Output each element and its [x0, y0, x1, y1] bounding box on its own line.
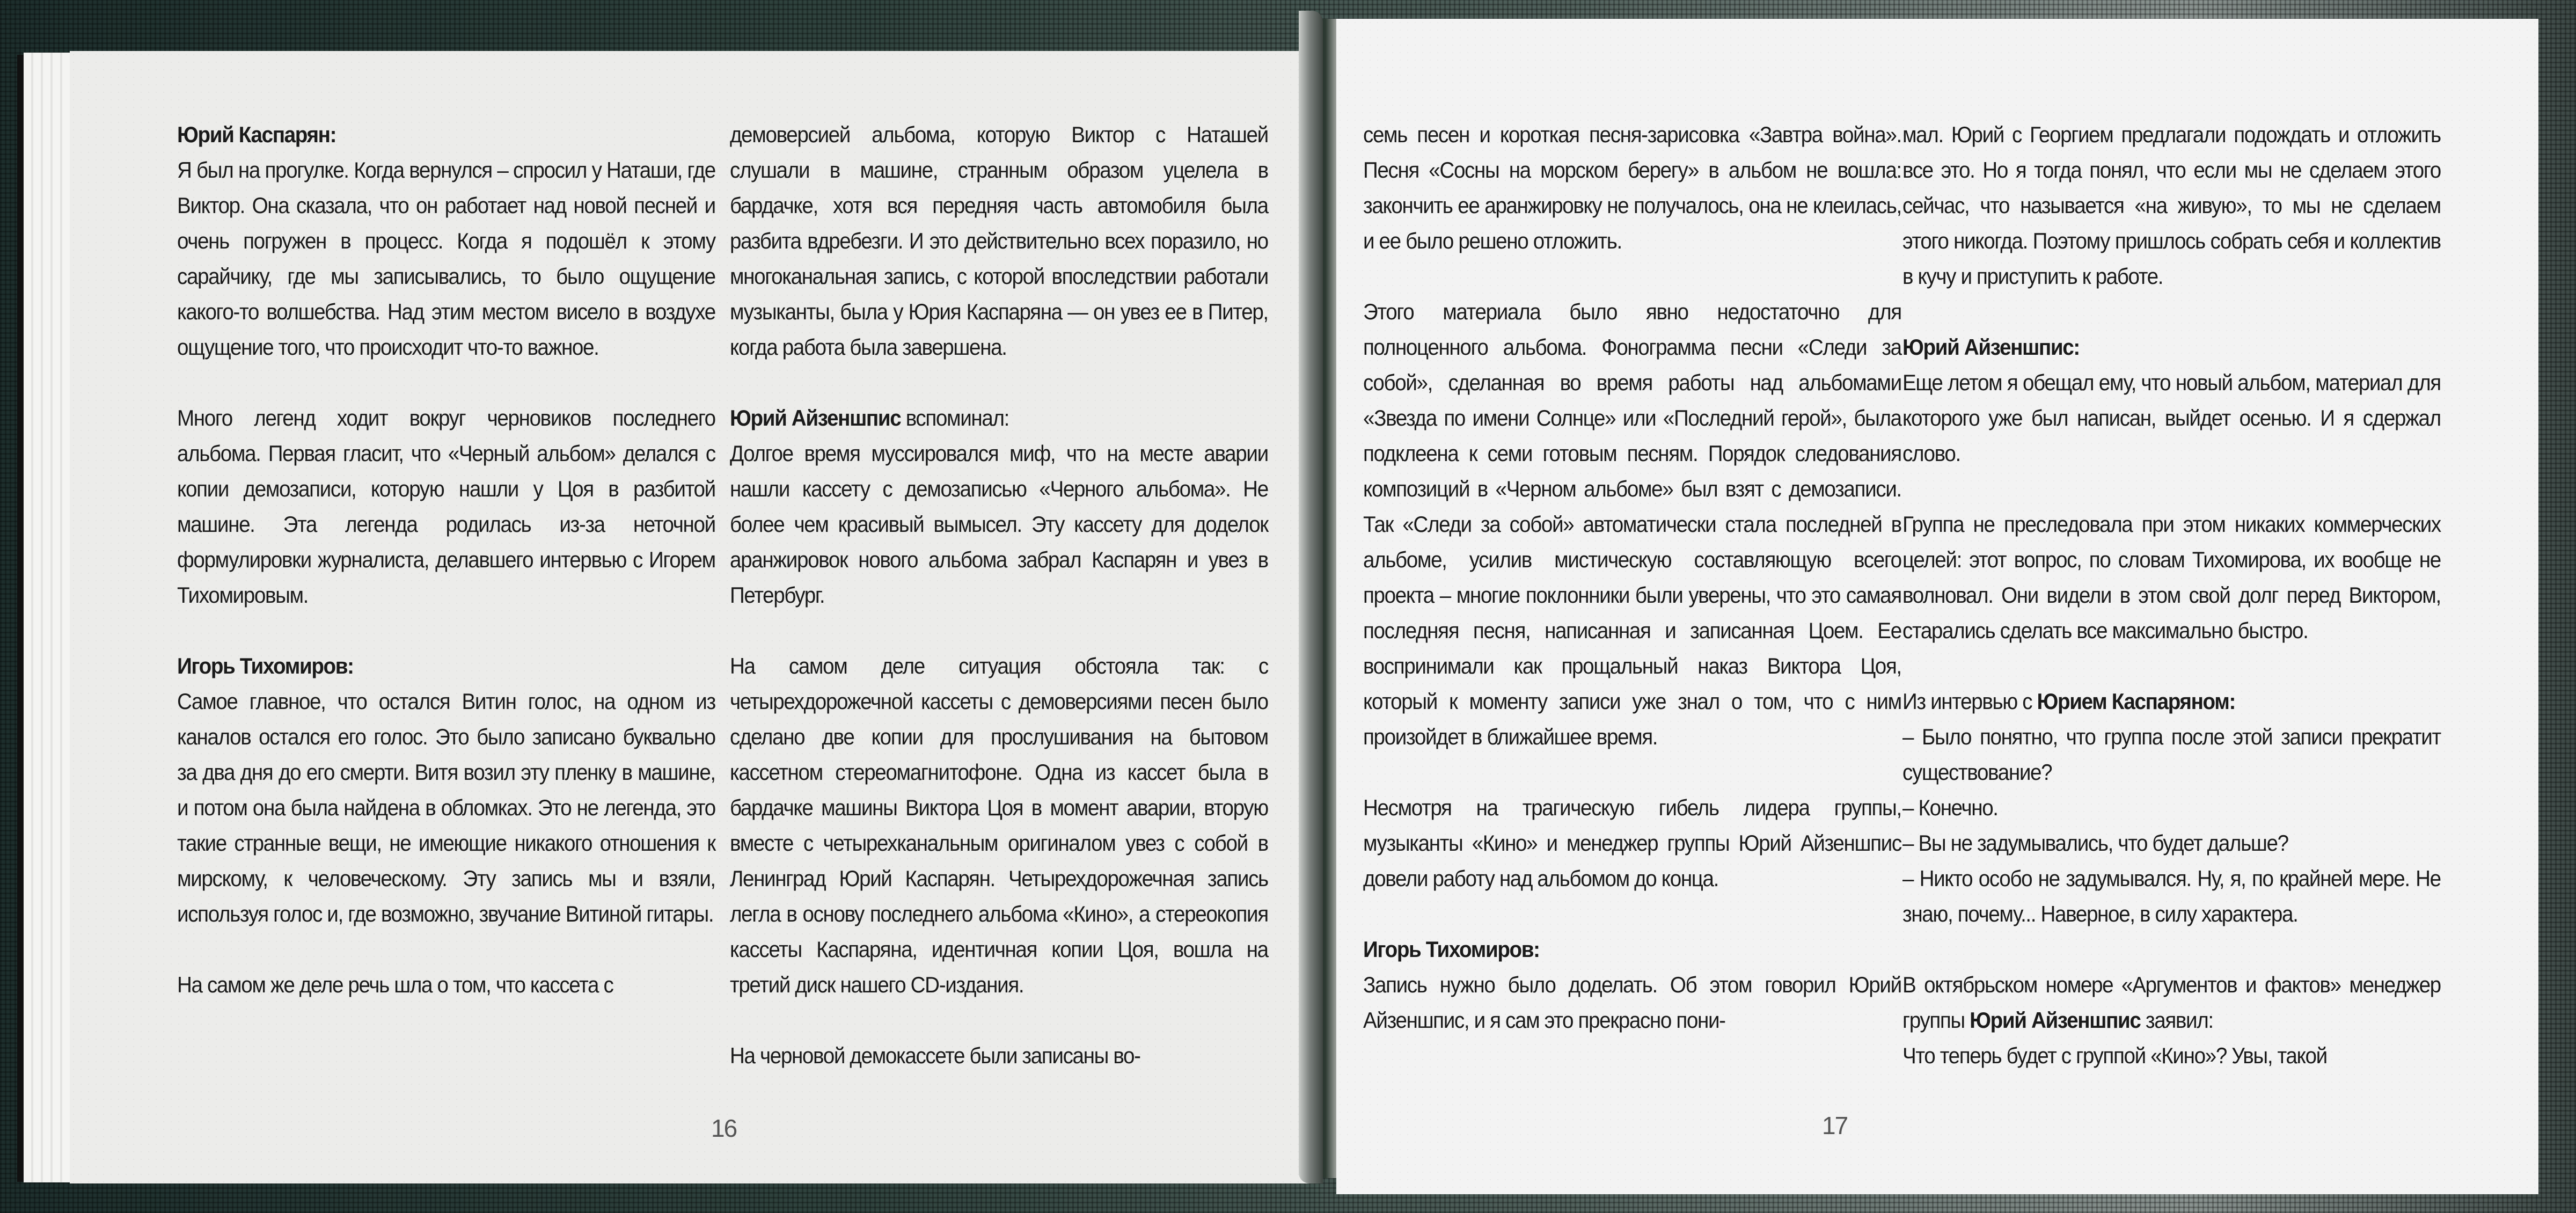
paragraph	[730, 400, 1268, 613]
dialogue-line: – Вы не задумывались, что будет дальше?	[1902, 830, 2288, 856]
page16-column1	[177, 117, 715, 1038]
paragraph: семь песен и короткая песня-зарисовка «Завтра война». Песня «Сосны на морском берегу» в альбом не вошла: закончить ее аранжировку не получалось, она не клеилась, и ее было решено отложить.	[1363, 122, 1901, 253]
dialogue-line: – Конечно.	[1902, 795, 1998, 820]
paragraph	[1902, 967, 2441, 1073]
book-cover-edge	[17, 55, 24, 1182]
paragraph: Много легенд ходит вокруг черновиков последнего альбома. Первая гласит, что «Черный альбом» делался с копии демозаписи, которую нашли у Цоя в разбитой машине. Эта легенда родилась из-за неточной формулировки журналиста, делавшего интервью с Игорем Тихомировым.	[177, 405, 715, 608]
speaker-name: Юрий Айзеншпис	[1970, 1007, 2141, 1033]
dialogue-line: – Никто особо не задумывался. Ну, я, по крайней мере. Не знаю, почему... Наверное, в силу характера.	[1902, 866, 2441, 926]
speaker-suffix: вспоминал:	[901, 405, 1009, 430]
speaker-name: Юрий Каспарян:	[177, 122, 336, 147]
dialogue-line: – Было понятно, что группа после этой записи прекратит существование?	[1902, 724, 2441, 785]
speaker-name: Игорь Тихомиров:	[177, 653, 354, 678]
page17-column2	[1902, 117, 2441, 1109]
speaker-name: Юрий Айзеншпис	[730, 405, 901, 430]
quote-text: Что теперь будет с группой «Кино»? Увы, такой	[1902, 1043, 2327, 1068]
quote-text: Еще летом я обещал ему, что новый альбом, материал для которого уже был написан, выйдет осенью. И я сдержал слово.	[1902, 370, 2441, 466]
interview-intro: Из интервью с	[1902, 689, 2037, 714]
paragraph	[177, 648, 715, 932]
quote-text: Самое главное, что остался Витин голос, на одном из каналов остался его голос. Это было записано буквально за два дня до его смерти. Витя возил эту пленку в машине, и потом она была найдена в обломках. Это не легенда, это такие странные вещи, не имеющие никакого отношения к мирскому, к человеческому. Эту запись мы и взяли, используя голос и, где возможно, звучание Витиной гитары.	[177, 689, 715, 926]
speaker-name: Игорь Тихомиров:	[1363, 937, 1540, 962]
quote-text: Запись нужно было доделать. Об этом говорил Юрий Айзеншпис, и я сам это прекрасно пони-	[1363, 972, 1901, 1033]
text-before: В октябрьском номере «Аргументов и фактов» менеджер группы	[1902, 972, 2441, 1033]
quote-text: Долгое время муссировался миф, что на месте аварии нашли кассету с демозаписью «Черного альбома». Не более чем красивый вымысел. Эту кассету для доделок аранжировок нового альбома забрал Каспарян и увез в Петербург.	[730, 441, 1268, 608]
page-curl	[1299, 11, 1323, 1183]
paragraph	[177, 117, 715, 365]
paragraph: На самом же деле речь шла о том, что кассета с	[177, 972, 613, 997]
paragraph: Несмотря на трагическую гибель лидера группы, музыканты «Кино» и менеджер группы Юрий Айзеншпис довели работу над альбомом до конца.	[1363, 795, 1901, 891]
paragraph: демоверсией альбома, которую Виктор с Наташей слушали в машине, странным образом уцелела в бардачке, хотя вся передняя часть автомобиля была разбита вдребезги. И это действительно всех поразило, но многоканальная запись, с которой впоследствии работали музыканты, была у Юрия Каспаряна — он увез ее в Питер, когда работа была завершена.	[730, 122, 1268, 360]
page-number: 16	[711, 1114, 737, 1142]
paragraph	[1902, 330, 2441, 471]
paragraph: мал. Юрий с Георгием предлагали подождать и отложить все это. Но я тогда понял, что если мы не сделаем этого сейчас, что называется «на живую», то мы не сделаем этого никогда. Поэтому пришлось собрать себя и коллектив в кучу и приступить к работе.	[1902, 122, 2441, 289]
speaker-name: Юрий Айзеншпис:	[1902, 334, 2080, 360]
text-after: заявил:	[2140, 1007, 2213, 1033]
speaker-name: Юрием Каспаряном:	[2037, 689, 2235, 714]
page16-column2	[730, 117, 1268, 1109]
paragraph: Этого материала было явно недостаточно для полноценного альбома. Фонограмма песни «Следи за собой», сделанная во время работы над альбомами «Звезда по имени Солнце» или «Последний герой», была подклеена к семи готовым песням. Порядок следования композиций в «Черном альбоме» был взят с демозаписи. Так «Следи за собой» автоматически стала последней в альбоме, усилив мистическую составляющую всего проекта – многие поклонники были уверены, что это самая последняя песня, написанная и записанная Цоем. Ее воспринимали как прощальный наказ Виктора Цоя, который к моменту записи уже знал о том, что с ним произойдет в ближайшее время.	[1363, 299, 1901, 749]
paragraph	[1363, 932, 1901, 1038]
interview-block	[1902, 684, 2441, 932]
page-number: 17	[1822, 1112, 1848, 1139]
paragraph: На самом деле ситуация обстояла так: с четырехдорожечной кассеты с демоверсиями песен было сделано две копии для прослушивания на бытовом кассетном стереомагнитофоне. Одна из кассет была в бардачке машины Виктора Цоя в момент аварии, вторую вместе с четырехканальным оригиналом увез с собой в Ленинград Юрий Каспарян. Четырехдорожечная запись легла в основу последнего альбома «Кино», а стереокопия кассеты Каспаряна, идентичная копии Цоя, вошла на третий диск нашего CD-издания.	[730, 653, 1268, 997]
page17-column1	[1363, 117, 1901, 1073]
quote-text: Я был на прогулке. Когда вернулся – спросил у Наташи, где Виктор. Она сказала, что он работает над новой песней и очень погружен в процесс. Когда я подошёл к этому сарайчику, где мы записывались, то было ощущение какого-то волшебства. Над этим местом висело в воздухе ощущение того, что происходит что-то важное.	[177, 157, 715, 360]
page-stack-edges	[24, 53, 72, 1182]
paragraph: Группа не преследовала при этом никаких коммерческих целей: этот вопрос, по словам Тихомирова, их вообще не волновал. Они видели в этом свой долг перед Виктором, старались сделать все максимально быстро.	[1902, 511, 2441, 643]
paragraph: На черновой демокассете были записаны во-	[730, 1043, 1140, 1068]
